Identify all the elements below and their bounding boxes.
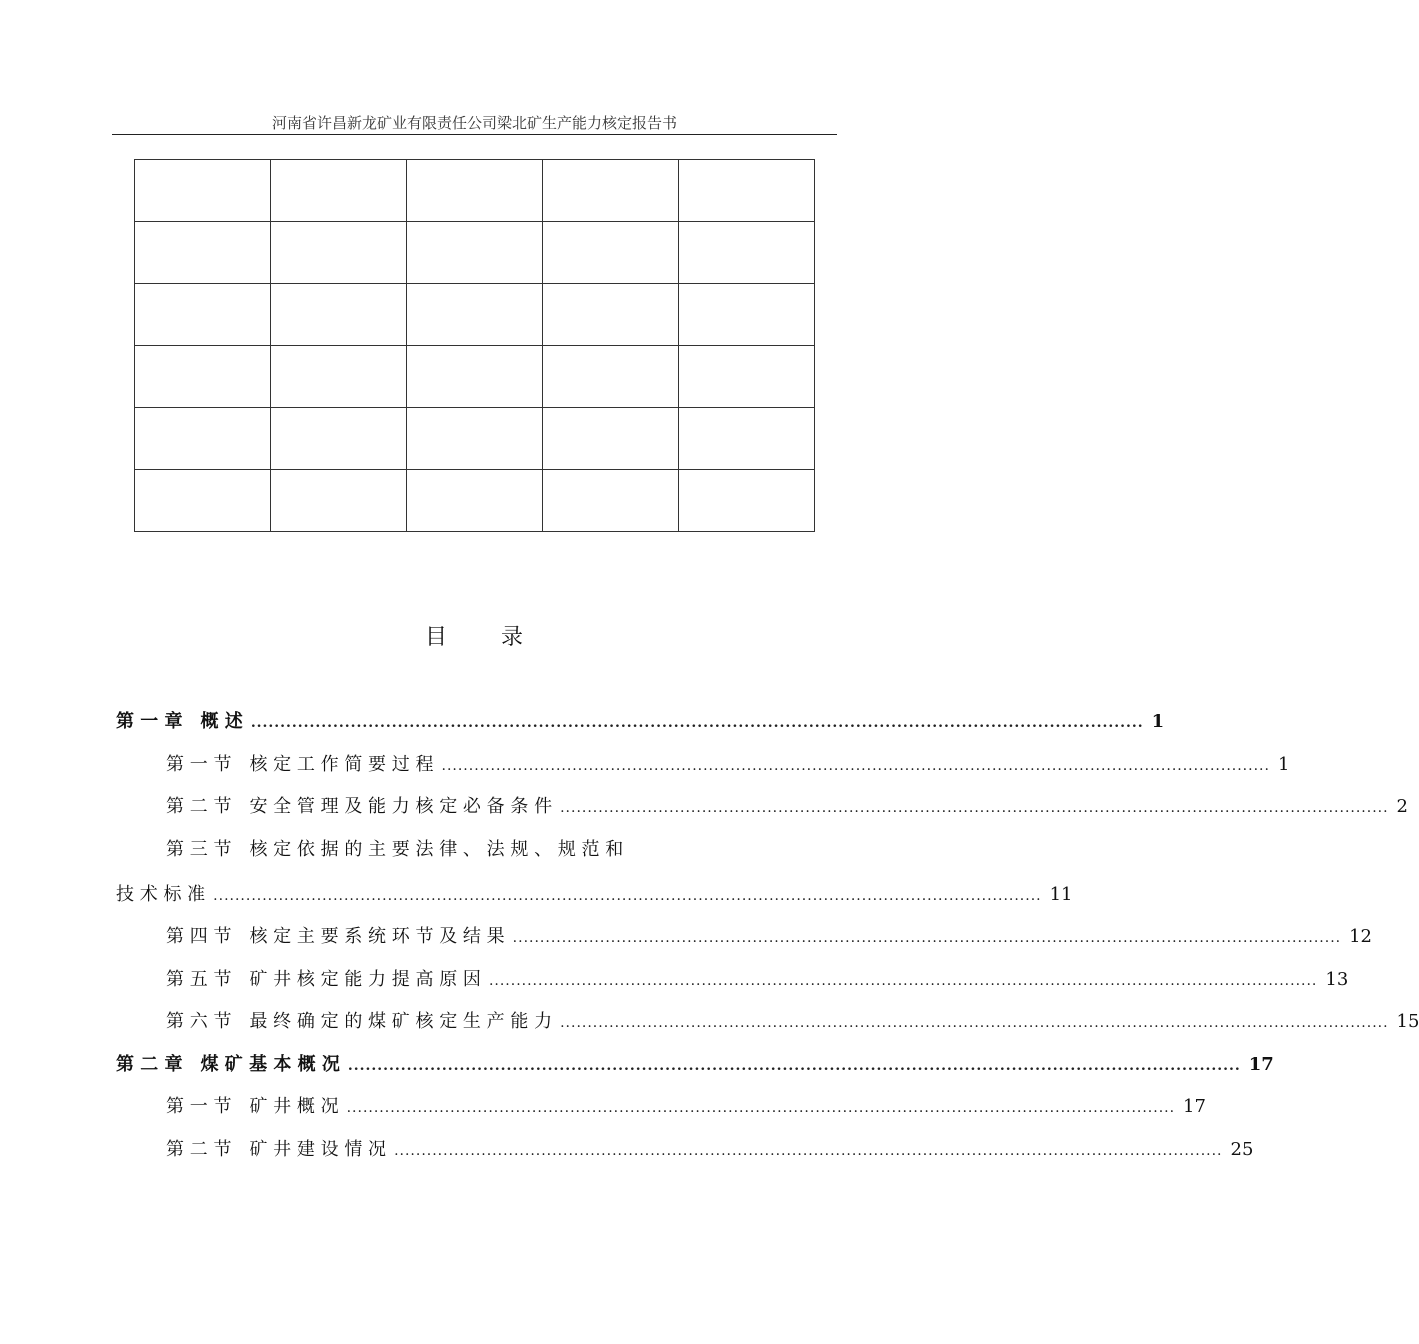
table-cell <box>543 346 679 408</box>
table-cell <box>135 222 271 284</box>
table-cell <box>543 160 679 222</box>
toc-entry[interactable] <box>166 1009 1419 1035</box>
toc-label: 第 一 章 概 述 <box>116 711 243 732</box>
table-cell <box>407 222 543 284</box>
table-cell <box>271 284 407 346</box>
table-cell <box>135 408 271 470</box>
toc-page-number: 17 <box>1248 1054 1274 1075</box>
toc-heading <box>0 620 950 651</box>
toc-entry[interactable] <box>166 794 1408 820</box>
toc-leader: ........................................................................................................................................................ <box>560 800 1389 816</box>
toc-heading-char: 录 <box>501 625 526 650</box>
table-cell <box>135 284 271 346</box>
page-header: 河南省许昌新龙矿业有限责任公司梁北矿生产能力核定报告书 <box>112 112 837 135</box>
table-cell <box>679 346 815 408</box>
table-cell <box>271 346 407 408</box>
toc-entry-chapter-2[interactable] <box>116 1052 1274 1078</box>
toc-leader: ........................................................................................................................................................ <box>488 973 1318 989</box>
table-cell <box>135 346 271 408</box>
toc-page-number: 12 <box>1349 926 1373 947</box>
toc-leader: ........................................................................................................................................................ <box>213 888 1042 904</box>
table-cell <box>543 408 679 470</box>
table-cell <box>407 346 543 408</box>
table-cell <box>407 160 543 222</box>
table-cell <box>407 408 543 470</box>
toc-label: 技 术 标 准 <box>116 884 206 905</box>
toc-label: 第 四 节 核 定 主 要 系 统 环 节 及 结 果 <box>166 926 505 947</box>
table-cell <box>271 160 407 222</box>
toc-leader: ........................................................................................................................................................ <box>394 1143 1223 1159</box>
toc-leader: ........................................................................................................................................................ <box>560 1015 1389 1031</box>
table-cell <box>135 470 271 532</box>
table-row <box>135 222 815 284</box>
toc-page-number: 1 <box>1277 754 1290 775</box>
toc-page-number: 1 <box>1151 711 1165 732</box>
table-cell <box>407 470 543 532</box>
toc-entry[interactable] <box>166 924 1373 950</box>
toc-leader: ........................................................................................................................................................ <box>347 1058 1241 1074</box>
toc-label: 第 二 节 安 全 管 理 及 能 力 核 定 必 备 条 件 <box>166 796 553 817</box>
table-cell <box>679 408 815 470</box>
table-row <box>135 160 815 222</box>
toc-entry[interactable] <box>166 1094 1206 1120</box>
toc-leader: ........................................................................................................................................................ <box>441 758 1270 774</box>
table-cell <box>679 470 815 532</box>
table-cell <box>271 222 407 284</box>
table-cell <box>543 222 679 284</box>
table-row <box>135 284 815 346</box>
toc-leader: ........................................................................................................................................................ <box>512 930 1342 946</box>
table-row <box>135 408 815 470</box>
toc-entry[interactable] <box>166 752 1290 778</box>
blank-table <box>134 159 815 532</box>
toc-entry[interactable] <box>166 1137 1254 1163</box>
table-cell <box>135 160 271 222</box>
toc-heading-char: 目 <box>424 625 449 650</box>
toc-label: 第 六 节 最 终 确 定 的 煤 矿 核 定 生 产 能 力 <box>166 1011 553 1032</box>
table-cell <box>679 284 815 346</box>
toc-entry-first-line[interactable]: 第 三 节 核 定 依 据 的 主 要 法 律 、 法 规 、 规 范 和 <box>166 839 624 860</box>
table-cell <box>679 160 815 222</box>
table-cell <box>543 470 679 532</box>
toc-entry[interactable] <box>116 882 1073 908</box>
toc-label: 第 二 章 煤 矿 基 本 概 况 <box>116 1054 340 1075</box>
toc-label: 第 五 节 矿 井 核 定 能 力 提 高 原 因 <box>166 969 481 990</box>
table-row <box>135 346 815 408</box>
toc-page-number: 13 <box>1325 969 1349 990</box>
toc-label: 第 二 节 矿 井 建 设 情 况 <box>166 1139 387 1160</box>
table-row <box>135 470 815 532</box>
toc-entry[interactable] <box>166 967 1349 993</box>
toc-entry-chapter-1[interactable] <box>116 709 1165 735</box>
toc-leader: ........................................................................................................................................................ <box>250 715 1144 731</box>
table-cell <box>271 408 407 470</box>
toc-page-number: 17 <box>1183 1096 1206 1117</box>
table-cell <box>543 284 679 346</box>
toc-page-number: 11 <box>1049 884 1073 905</box>
table-cell <box>271 470 407 532</box>
toc-label: 第 一 节 矿 井 概 况 <box>166 1096 339 1117</box>
toc-page-number: 2 <box>1396 796 1408 817</box>
table-cell <box>679 222 815 284</box>
toc-label: 第 一 节 核 定 工 作 简 要 过 程 <box>166 754 434 775</box>
toc-page-number: 25 <box>1230 1139 1254 1160</box>
toc-page-number: 15 <box>1396 1011 1419 1032</box>
toc-leader: ........................................................................................................................................................ <box>346 1100 1176 1116</box>
table-cell <box>407 284 543 346</box>
